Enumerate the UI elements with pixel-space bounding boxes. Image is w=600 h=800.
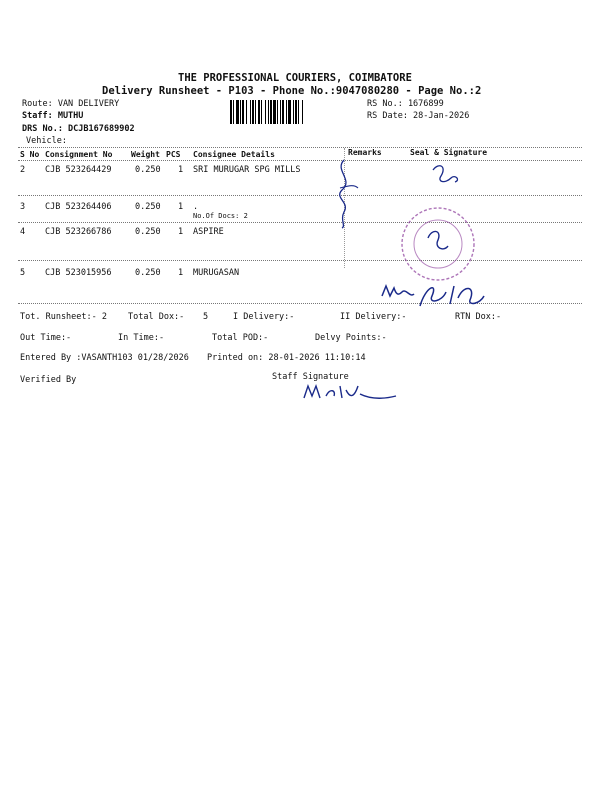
runsheet-subtitle: Delivery Runsheet - P103 - Phone No.:9047080280 - Page No.:2	[102, 85, 482, 97]
remarks-scribble	[330, 150, 331, 151]
header-pcs: PCS	[166, 150, 181, 159]
row-consignment: CJB 523264406	[45, 202, 112, 212]
row-consignee: SRI MURUGAR SPG MILLS	[193, 165, 301, 175]
table-top-rule	[18, 147, 582, 148]
route-label: Route: VAN DELIVERY	[22, 99, 120, 109]
barcode-bar	[303, 100, 305, 124]
header-seal: Seal & Signature	[410, 148, 488, 157]
table-bottom-rule	[18, 303, 582, 304]
row-consignee: MURUGASAN	[193, 268, 240, 278]
i-delivery-label: I Delivery:-	[233, 312, 295, 322]
row-sno: 2	[20, 165, 26, 175]
row-consignee: .	[193, 202, 199, 212]
company-stamp	[398, 208, 399, 209]
company-name: THE PROFESSIONAL COURIERS, COIMBATORE	[178, 72, 412, 84]
drs-number: DRS No.: DCJB167689902	[22, 124, 135, 134]
signature-row1	[425, 160, 426, 161]
row-weight: 0.250	[135, 227, 161, 237]
staff-label: Staff: MUTHU	[22, 111, 84, 121]
ii-delivery-label: II Delivery:-	[340, 312, 407, 322]
header-weight: Weight	[131, 150, 160, 159]
in-time-label: In Time:-	[118, 333, 165, 343]
rs-number: RS No.: 1676899	[367, 99, 444, 109]
row-consignment: CJB 523266786	[45, 227, 112, 237]
header-consignment: Consignment No	[45, 150, 113, 159]
verified-by: Verified By	[20, 375, 77, 385]
vehicle-label: Vehicle:	[26, 136, 67, 146]
barcode	[230, 100, 364, 124]
row-divider	[18, 222, 582, 223]
signature-row4	[380, 278, 381, 279]
row-sno: 4	[20, 227, 26, 237]
header-remarks: Remarks	[348, 148, 382, 157]
staff-signature	[300, 382, 301, 383]
row-divider	[18, 260, 582, 261]
row-pcs: 1	[178, 202, 184, 212]
header-sno: S No	[20, 150, 40, 159]
rs-date: RS Date: 28-Jan-2026	[367, 111, 470, 121]
delvy-points-label: Delvy Points:-	[315, 333, 387, 343]
row-pcs: 1	[178, 227, 184, 237]
row-consignment: CJB 523015956	[45, 268, 112, 278]
tot-runsheet: Tot. Runsheet:- 2	[20, 312, 107, 322]
row-weight: 0.250	[135, 202, 161, 212]
row-weight: 0.250	[135, 165, 161, 175]
row-consignee: ASPIRE	[193, 227, 224, 237]
row-weight: 0.250	[135, 268, 161, 278]
row-pcs: 1	[178, 268, 184, 278]
total-dox-value: 5	[203, 312, 209, 322]
entered-by: Entered By :VASANTH103 01/28/2026	[20, 353, 189, 363]
table-header-rule	[18, 160, 582, 161]
header-consignee: Consignee Details	[193, 150, 275, 159]
row-consignment: CJB 523264429	[45, 165, 112, 175]
row-divider	[18, 195, 582, 196]
printed-on: Printed on: 28-01-2026 11:10:14	[207, 353, 366, 363]
out-time-label: Out Time:-	[20, 333, 72, 343]
row-docs-note: No.Of Docs: 2	[193, 212, 248, 220]
row-sno: 3	[20, 202, 26, 212]
row-pcs: 1	[178, 165, 184, 175]
total-pod-label: Total POD:-	[212, 333, 269, 343]
row-sno: 5	[20, 268, 26, 278]
rtn-dox-label: RTN Dox:-	[455, 312, 502, 322]
total-dox-label: Total Dox:-	[128, 312, 185, 322]
staff-signature-label: Staff Signature	[272, 372, 349, 382]
